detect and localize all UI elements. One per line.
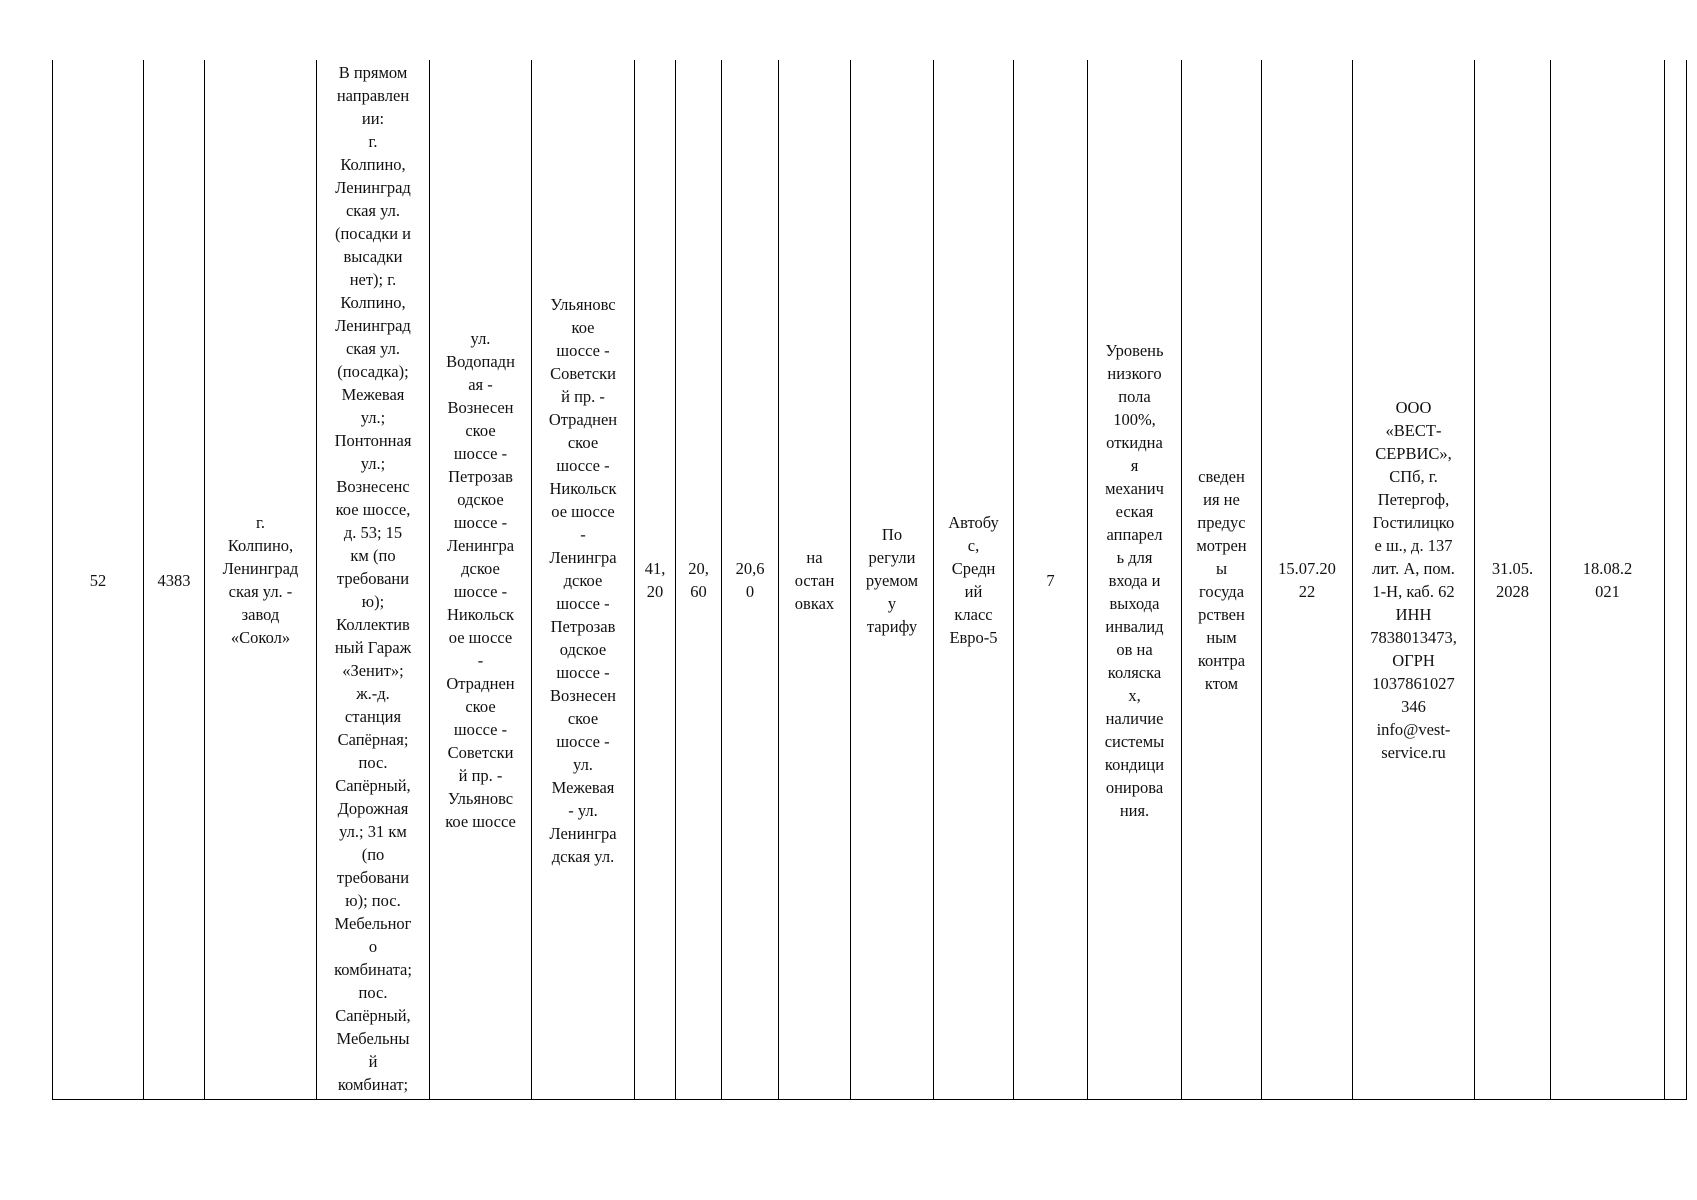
- table-row: [53, 61, 1687, 1100]
- cell-carrier-info: ООО «ВЕСТ- СЕРВИС», СПб, г. Петергоф, Гостилицко е ш., д. 137 лит. А, пом. 1-Н, каб. 62 ИНН 7838013473, ОГРН 1037861027 346 info@vest- service.ru: [1353, 61, 1475, 1100]
- cell-record-date: 18.08.2 021: [1551, 61, 1665, 1100]
- cell-vehicle-features: Уровень низкого пола 100%, откидна я механич еская аппарел ь для входа и выхода инвалид ов на коляска х, наличие системы кондици онирова ния.: [1088, 61, 1182, 1100]
- cell-vehicle-count: 7: [1014, 61, 1088, 1100]
- cell-registration-number: 4383: [144, 61, 205, 1100]
- cell-route-name: г. Колпино, Ленинград ская ул. - завод «Сокол»: [205, 61, 317, 1100]
- cell-route-length-backward: 20,6 0: [722, 61, 779, 1100]
- cell-row-number: 52: [53, 61, 144, 1100]
- route-registry-table: [52, 60, 1687, 1100]
- cell-route-length-forward: 20, 60: [676, 61, 722, 1100]
- cell-extra: [1665, 61, 1687, 1100]
- cell-streets-backward: Ульяновс кое шоссе - Советски й пр. - Отраднен ское шоссе - Никольск ое шоссе - Ленингра дское шоссе - Петрозав одское шоссе - Вознесен ское шоссе - ул. Межевая - ул. Ленингра дская ул.: [532, 61, 635, 1100]
- cell-boarding-procedure: на остан овках: [779, 61, 851, 1100]
- cell-vehicle-type: Автобу с, Средн ий класс Евро-5: [934, 61, 1014, 1100]
- cell-end-date: 31.05. 2028: [1475, 61, 1551, 1100]
- cell-stops-list: В прямом направлен ии: г. Колпино, Ленинград ская ул. (посадки и высадки нет); г. Колпино, Ленинград ская ул. (посадка); Межевая ул.; Понтонная ул.; Вознесенс кое шоссе, д. 53; 15 км (по требовани ю); Коллектив ный Гараж «Зенит»; ж.-д. станция Сапёрная; пос. Сапёрный, Дорожная ул.; 31 км (по требовани ю); пос. Мебельног о комбината; пос. Сапёрный, Мебельны й комбинат;: [317, 61, 430, 1100]
- cell-streets-forward: ул. Водопадн ая - Вознесен ское шоссе - Петрозав одское шоссе - Ленингра дское шоссе - Никольск ое шоссе - Отраднен ское шоссе - Советски й пр. - Ульяновс кое шоссе: [430, 61, 532, 1100]
- cell-contract-info: сведен ия не предус мотрен ы госуда рствен ным контра ктом: [1182, 61, 1262, 1100]
- cell-route-length-total: 41, 20: [635, 61, 676, 1100]
- cell-tariff-type: По регули руемом у тарифу: [851, 61, 934, 1100]
- cell-start-date: 15.07.20 22: [1262, 61, 1353, 1100]
